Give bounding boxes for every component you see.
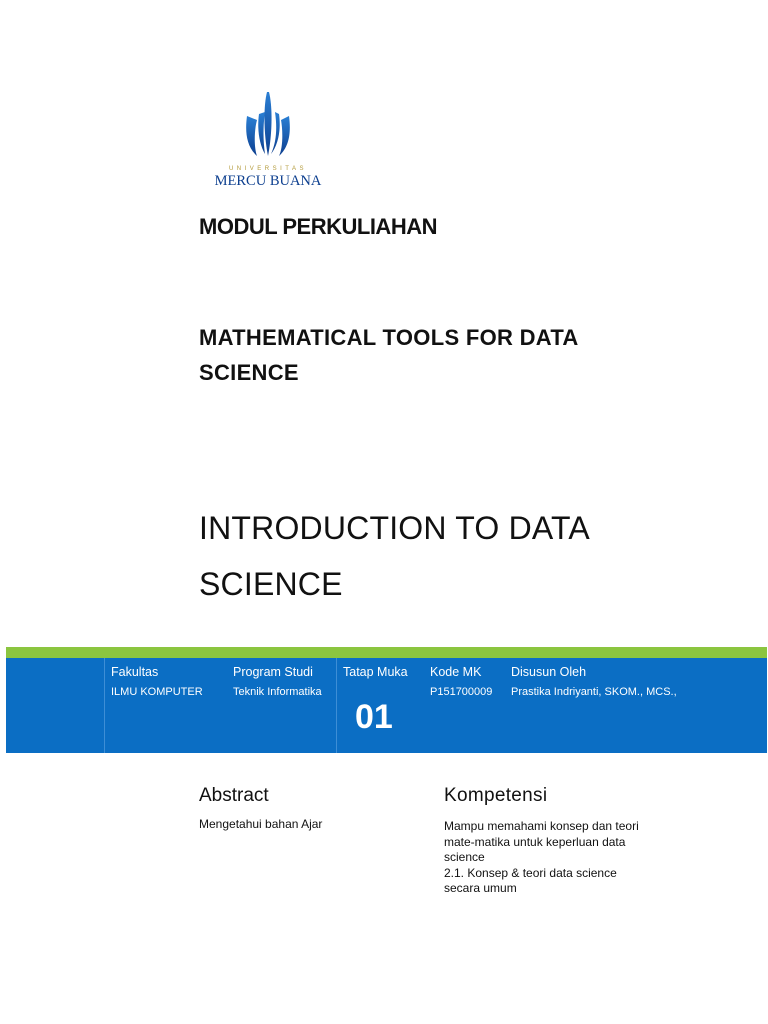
column-divider bbox=[104, 658, 105, 753]
kompetensi-line: 2.1. Konsep & teori data science bbox=[444, 865, 617, 880]
fakultas-header: Fakultas bbox=[111, 665, 159, 679]
column-divider bbox=[336, 658, 337, 753]
disusun-oleh-value: Prastika Indriyanti, SKOM., MCS., bbox=[511, 686, 677, 698]
kode-mk-header: Kode MK bbox=[430, 665, 482, 679]
modul-title: MODUL PERKULIAHAN bbox=[199, 214, 437, 239]
fakultas-value: ILMU KOMPUTER bbox=[111, 686, 203, 698]
course-title: MATHEMATICAL TOOLS FOR DATA SCIENCE bbox=[199, 325, 578, 385]
kode-mk-value: P151700009 bbox=[430, 686, 493, 698]
university-logo bbox=[199, 86, 337, 194]
info-band bbox=[6, 658, 767, 753]
logo-top-text: UNIVERSITAS bbox=[228, 166, 308, 172]
tatap-muka-value: 01 bbox=[355, 698, 393, 736]
kompetensi-line: mate-matika untuk keperluan data bbox=[444, 834, 626, 849]
kompetensi-text bbox=[444, 819, 639, 897]
kompetensi-line: secara umum bbox=[444, 881, 517, 895]
disusun-oleh-header: Disusun Oleh bbox=[511, 665, 587, 679]
mercu-buana-logo-icon bbox=[199, 86, 337, 194]
program-studi-value: Teknik Informatika bbox=[233, 686, 322, 698]
green-accent-bar bbox=[6, 647, 767, 658]
kompetensi-heading: Kompetensi bbox=[444, 785, 548, 806]
topic-title: INTRODUCTION TO DATA SCIENCE bbox=[199, 510, 589, 602]
logo-bottom-text: MERCU BUANA bbox=[214, 173, 322, 189]
kompetensi-line: science bbox=[444, 850, 485, 864]
kompetensi-line: Mampu memahami konsep dan teori bbox=[444, 819, 639, 833]
abstract-heading: Abstract bbox=[199, 785, 269, 806]
program-studi-header: Program Studi bbox=[233, 665, 313, 679]
tatap-muka-header: Tatap Muka bbox=[343, 665, 408, 679]
abstract-text: Mengetahui bahan Ajar bbox=[199, 817, 323, 831]
